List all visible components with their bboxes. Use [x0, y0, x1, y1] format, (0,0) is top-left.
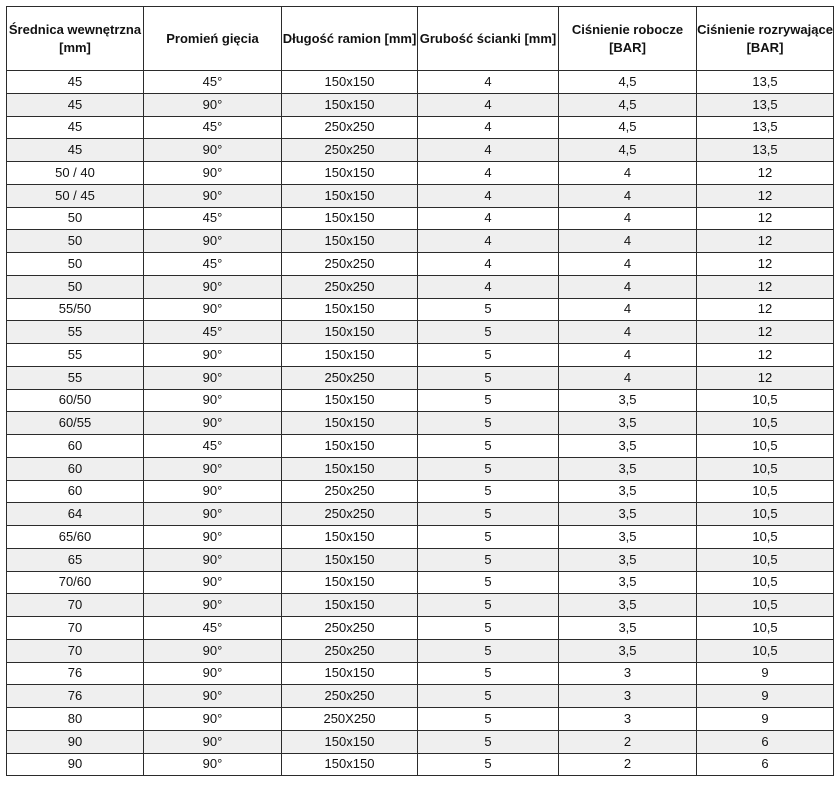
cell-burst-pressure: 9 [697, 662, 834, 685]
table-row [7, 412, 834, 435]
table-row [7, 298, 834, 321]
cell-inner-diameter: 55/50 [7, 298, 144, 321]
table-row [7, 571, 834, 594]
cell-working-pressure: 3,5 [559, 548, 697, 571]
cell-burst-pressure: 12 [697, 321, 834, 344]
cell-working-pressure: 2 [559, 753, 697, 776]
cell-bend-radius: 45° [144, 116, 282, 139]
header-line: Grubość ścianki [mm] [419, 30, 557, 46]
cell-working-pressure: 3,5 [559, 571, 697, 594]
header-line: Ciśnienie rozrywające [697, 21, 833, 37]
cell-burst-pressure: 13,5 [697, 116, 834, 139]
cell-inner-diameter: 70 [7, 617, 144, 640]
cell-inner-diameter: 80 [7, 708, 144, 731]
cell-wall-thickness: 4 [418, 253, 559, 276]
cell-wall-thickness: 5 [418, 753, 559, 776]
cell-wall-thickness: 5 [418, 344, 559, 367]
cell-working-pressure: 4 [559, 344, 697, 367]
table-row [7, 93, 834, 116]
cell-bend-radius: 45° [144, 435, 282, 458]
cell-wall-thickness: 5 [418, 389, 559, 412]
table-row [7, 753, 834, 776]
cell-burst-pressure: 13,5 [697, 93, 834, 116]
cell-arm-length: 250x250 [282, 366, 418, 389]
header-line: Promień gięcia [166, 30, 259, 46]
cell-inner-diameter: 45 [7, 139, 144, 162]
cell-bend-radius: 90° [144, 344, 282, 367]
cell-inner-diameter: 50 [7, 275, 144, 298]
cell-bend-radius: 90° [144, 139, 282, 162]
cell-wall-thickness: 5 [418, 594, 559, 617]
table-header [7, 7, 834, 71]
cell-burst-pressure: 12 [697, 230, 834, 253]
cell-bend-radius: 90° [144, 184, 282, 207]
cell-arm-length: 150x150 [282, 662, 418, 685]
cell-inner-diameter: 60/50 [7, 389, 144, 412]
cell-working-pressure: 4 [559, 366, 697, 389]
table-row [7, 548, 834, 571]
cell-working-pressure: 3,5 [559, 389, 697, 412]
cell-burst-pressure: 13,5 [697, 71, 834, 94]
cell-bend-radius: 90° [144, 275, 282, 298]
cell-bend-radius: 45° [144, 617, 282, 640]
header-line: [mm] [59, 39, 91, 55]
header-line: Średnica wewnętrzna [8, 21, 142, 37]
cell-inner-diameter: 70/60 [7, 571, 144, 594]
table-row [7, 344, 834, 367]
cell-inner-diameter: 64 [7, 503, 144, 526]
cell-burst-pressure: 10,5 [697, 457, 834, 480]
cell-burst-pressure: 10,5 [697, 435, 834, 458]
table-row [7, 639, 834, 662]
cell-bend-radius: 90° [144, 457, 282, 480]
cell-wall-thickness: 4 [418, 116, 559, 139]
cell-bend-radius: 90° [144, 685, 282, 708]
cell-burst-pressure: 12 [697, 344, 834, 367]
cell-working-pressure: 4,5 [559, 71, 697, 94]
cell-inner-diameter: 55 [7, 366, 144, 389]
cell-inner-diameter: 90 [7, 753, 144, 776]
cell-working-pressure: 4,5 [559, 116, 697, 139]
cell-wall-thickness: 5 [418, 708, 559, 731]
cell-working-pressure: 4 [559, 207, 697, 230]
cell-working-pressure: 4 [559, 321, 697, 344]
table-row [7, 162, 834, 185]
cell-inner-diameter: 60 [7, 457, 144, 480]
cell-arm-length: 150x150 [282, 298, 418, 321]
cell-inner-diameter: 50 / 45 [7, 184, 144, 207]
cell-working-pressure: 3 [559, 662, 697, 685]
cell-arm-length: 150x150 [282, 162, 418, 185]
table-row [7, 662, 834, 685]
table-row [7, 230, 834, 253]
cell-burst-pressure: 12 [697, 184, 834, 207]
cell-working-pressure: 4 [559, 253, 697, 276]
cell-working-pressure: 3 [559, 708, 697, 731]
cell-wall-thickness: 5 [418, 526, 559, 549]
cell-inner-diameter: 70 [7, 594, 144, 617]
table-row [7, 275, 834, 298]
cell-wall-thickness: 5 [418, 571, 559, 594]
cell-working-pressure: 4 [559, 275, 697, 298]
table-row [7, 435, 834, 458]
header-working-pressure [559, 7, 697, 71]
cell-wall-thickness: 4 [418, 184, 559, 207]
cell-burst-pressure: 6 [697, 730, 834, 753]
cell-bend-radius: 90° [144, 639, 282, 662]
cell-wall-thickness: 5 [418, 548, 559, 571]
cell-arm-length: 150x150 [282, 457, 418, 480]
table-row [7, 321, 834, 344]
cell-bend-radius: 90° [144, 526, 282, 549]
cell-arm-length: 250x250 [282, 139, 418, 162]
cell-burst-pressure: 12 [697, 253, 834, 276]
cell-inner-diameter: 76 [7, 662, 144, 685]
cell-burst-pressure: 12 [697, 162, 834, 185]
cell-arm-length: 250x250 [282, 503, 418, 526]
cell-wall-thickness: 5 [418, 435, 559, 458]
cell-arm-length: 250X250 [282, 708, 418, 731]
cell-wall-thickness: 4 [418, 139, 559, 162]
cell-bend-radius: 90° [144, 389, 282, 412]
cell-burst-pressure: 10,5 [697, 389, 834, 412]
cell-working-pressure: 4 [559, 230, 697, 253]
cell-bend-radius: 90° [144, 412, 282, 435]
cell-bend-radius: 90° [144, 548, 282, 571]
cell-burst-pressure: 10,5 [697, 594, 834, 617]
cell-arm-length: 150x150 [282, 184, 418, 207]
table-row [7, 480, 834, 503]
cell-wall-thickness: 5 [418, 503, 559, 526]
cell-arm-length: 250x250 [282, 617, 418, 640]
header-row [7, 7, 834, 71]
cell-arm-length: 150x150 [282, 571, 418, 594]
cell-wall-thickness: 4 [418, 275, 559, 298]
cell-working-pressure: 4 [559, 162, 697, 185]
header-line: [BAR] [746, 39, 784, 55]
table-row [7, 366, 834, 389]
cell-arm-length: 150x150 [282, 207, 418, 230]
cell-burst-pressure: 9 [697, 685, 834, 708]
cell-working-pressure: 3,5 [559, 435, 697, 458]
cell-inner-diameter: 45 [7, 93, 144, 116]
cell-inner-diameter: 70 [7, 639, 144, 662]
cell-inner-diameter: 55 [7, 321, 144, 344]
cell-arm-length: 150x150 [282, 344, 418, 367]
cell-bend-radius: 90° [144, 298, 282, 321]
table-row [7, 594, 834, 617]
cell-burst-pressure: 6 [697, 753, 834, 776]
cell-inner-diameter: 55 [7, 344, 144, 367]
header-burst-pressure [697, 7, 834, 71]
cell-wall-thickness: 5 [418, 639, 559, 662]
cell-burst-pressure: 12 [697, 298, 834, 321]
cell-burst-pressure: 10,5 [697, 503, 834, 526]
cell-wall-thickness: 5 [418, 730, 559, 753]
table-row [7, 685, 834, 708]
cell-arm-length: 150x150 [282, 71, 418, 94]
cell-wall-thickness: 4 [418, 162, 559, 185]
header-bend-radius [144, 7, 282, 71]
cell-arm-length: 150x150 [282, 389, 418, 412]
cell-arm-length: 150x150 [282, 730, 418, 753]
header-line: Długość ramion [mm] [282, 30, 417, 46]
cell-working-pressure: 4,5 [559, 139, 697, 162]
cell-inner-diameter: 45 [7, 71, 144, 94]
cell-wall-thickness: 4 [418, 230, 559, 253]
cell-bend-radius: 90° [144, 366, 282, 389]
cell-wall-thickness: 5 [418, 685, 559, 708]
cell-burst-pressure: 12 [697, 275, 834, 298]
cell-arm-length: 250x250 [282, 275, 418, 298]
bend-spec-table [6, 6, 834, 776]
cell-inner-diameter: 65 [7, 548, 144, 571]
cell-bend-radius: 90° [144, 753, 282, 776]
cell-arm-length: 150x150 [282, 526, 418, 549]
cell-wall-thickness: 5 [418, 298, 559, 321]
cell-wall-thickness: 5 [418, 480, 559, 503]
cell-inner-diameter: 76 [7, 685, 144, 708]
cell-inner-diameter: 50 [7, 207, 144, 230]
table-row [7, 457, 834, 480]
header-line: [BAR] [609, 39, 646, 55]
cell-wall-thickness: 5 [418, 617, 559, 640]
cell-wall-thickness: 4 [418, 207, 559, 230]
table-row [7, 71, 834, 94]
header-inner-diameter [7, 7, 144, 71]
cell-burst-pressure: 12 [697, 366, 834, 389]
cell-bend-radius: 90° [144, 571, 282, 594]
cell-wall-thickness: 4 [418, 71, 559, 94]
cell-working-pressure: 3,5 [559, 503, 697, 526]
spec-table-container [6, 6, 833, 776]
table-row [7, 730, 834, 753]
cell-working-pressure: 3,5 [559, 639, 697, 662]
cell-burst-pressure: 13,5 [697, 139, 834, 162]
table-row [7, 184, 834, 207]
table-row [7, 139, 834, 162]
table-row [7, 617, 834, 640]
cell-inner-diameter: 45 [7, 116, 144, 139]
table-row [7, 389, 834, 412]
cell-bend-radius: 90° [144, 93, 282, 116]
cell-wall-thickness: 5 [418, 662, 559, 685]
cell-arm-length: 150x150 [282, 230, 418, 253]
cell-working-pressure: 3,5 [559, 617, 697, 640]
cell-burst-pressure: 10,5 [697, 617, 834, 640]
cell-bend-radius: 45° [144, 71, 282, 94]
table-row [7, 526, 834, 549]
table-row [7, 116, 834, 139]
cell-burst-pressure: 10,5 [697, 480, 834, 503]
header-wall-thickness [418, 7, 559, 71]
cell-inner-diameter: 60 [7, 435, 144, 458]
cell-working-pressure: 3,5 [559, 594, 697, 617]
cell-arm-length: 150x150 [282, 412, 418, 435]
cell-arm-length: 150x150 [282, 93, 418, 116]
cell-burst-pressure: 10,5 [697, 412, 834, 435]
cell-wall-thickness: 5 [418, 321, 559, 344]
cell-arm-length: 150x150 [282, 321, 418, 344]
cell-bend-radius: 90° [144, 662, 282, 685]
cell-working-pressure: 2 [559, 730, 697, 753]
cell-wall-thickness: 5 [418, 457, 559, 480]
cell-wall-thickness: 5 [418, 366, 559, 389]
cell-working-pressure: 3 [559, 685, 697, 708]
cell-wall-thickness: 4 [418, 93, 559, 116]
cell-burst-pressure: 10,5 [697, 526, 834, 549]
cell-bend-radius: 45° [144, 253, 282, 276]
cell-inner-diameter: 65/60 [7, 526, 144, 549]
cell-bend-radius: 90° [144, 708, 282, 731]
table-row [7, 207, 834, 230]
cell-working-pressure: 4 [559, 298, 697, 321]
cell-arm-length: 250x250 [282, 480, 418, 503]
cell-arm-length: 150x150 [282, 548, 418, 571]
table-row [7, 708, 834, 731]
table-body [7, 71, 834, 776]
cell-bend-radius: 90° [144, 730, 282, 753]
cell-working-pressure: 3,5 [559, 412, 697, 435]
cell-arm-length: 250x250 [282, 253, 418, 276]
cell-inner-diameter: 60 [7, 480, 144, 503]
cell-arm-length: 150x150 [282, 753, 418, 776]
cell-bend-radius: 90° [144, 480, 282, 503]
cell-inner-diameter: 50 [7, 253, 144, 276]
header-line: Ciśnienie robocze [571, 21, 684, 37]
cell-burst-pressure: 10,5 [697, 639, 834, 662]
cell-burst-pressure: 10,5 [697, 548, 834, 571]
cell-bend-radius: 90° [144, 503, 282, 526]
table-row [7, 503, 834, 526]
header-arm-length [282, 7, 418, 71]
cell-working-pressure: 3,5 [559, 457, 697, 480]
cell-inner-diameter: 50 [7, 230, 144, 253]
cell-inner-diameter: 50 / 40 [7, 162, 144, 185]
cell-arm-length: 250x250 [282, 116, 418, 139]
cell-bend-radius: 90° [144, 594, 282, 617]
cell-arm-length: 250x250 [282, 639, 418, 662]
cell-working-pressure: 3,5 [559, 480, 697, 503]
cell-working-pressure: 3,5 [559, 526, 697, 549]
cell-bend-radius: 45° [144, 321, 282, 344]
cell-inner-diameter: 90 [7, 730, 144, 753]
cell-working-pressure: 4 [559, 184, 697, 207]
cell-bend-radius: 45° [144, 207, 282, 230]
cell-bend-radius: 90° [144, 230, 282, 253]
cell-arm-length: 250x250 [282, 685, 418, 708]
cell-bend-radius: 90° [144, 162, 282, 185]
cell-inner-diameter: 60/55 [7, 412, 144, 435]
cell-burst-pressure: 9 [697, 708, 834, 731]
cell-burst-pressure: 12 [697, 207, 834, 230]
cell-working-pressure: 4,5 [559, 93, 697, 116]
table-row [7, 253, 834, 276]
cell-arm-length: 150x150 [282, 594, 418, 617]
cell-burst-pressure: 10,5 [697, 571, 834, 594]
cell-wall-thickness: 5 [418, 412, 559, 435]
cell-arm-length: 150x150 [282, 435, 418, 458]
